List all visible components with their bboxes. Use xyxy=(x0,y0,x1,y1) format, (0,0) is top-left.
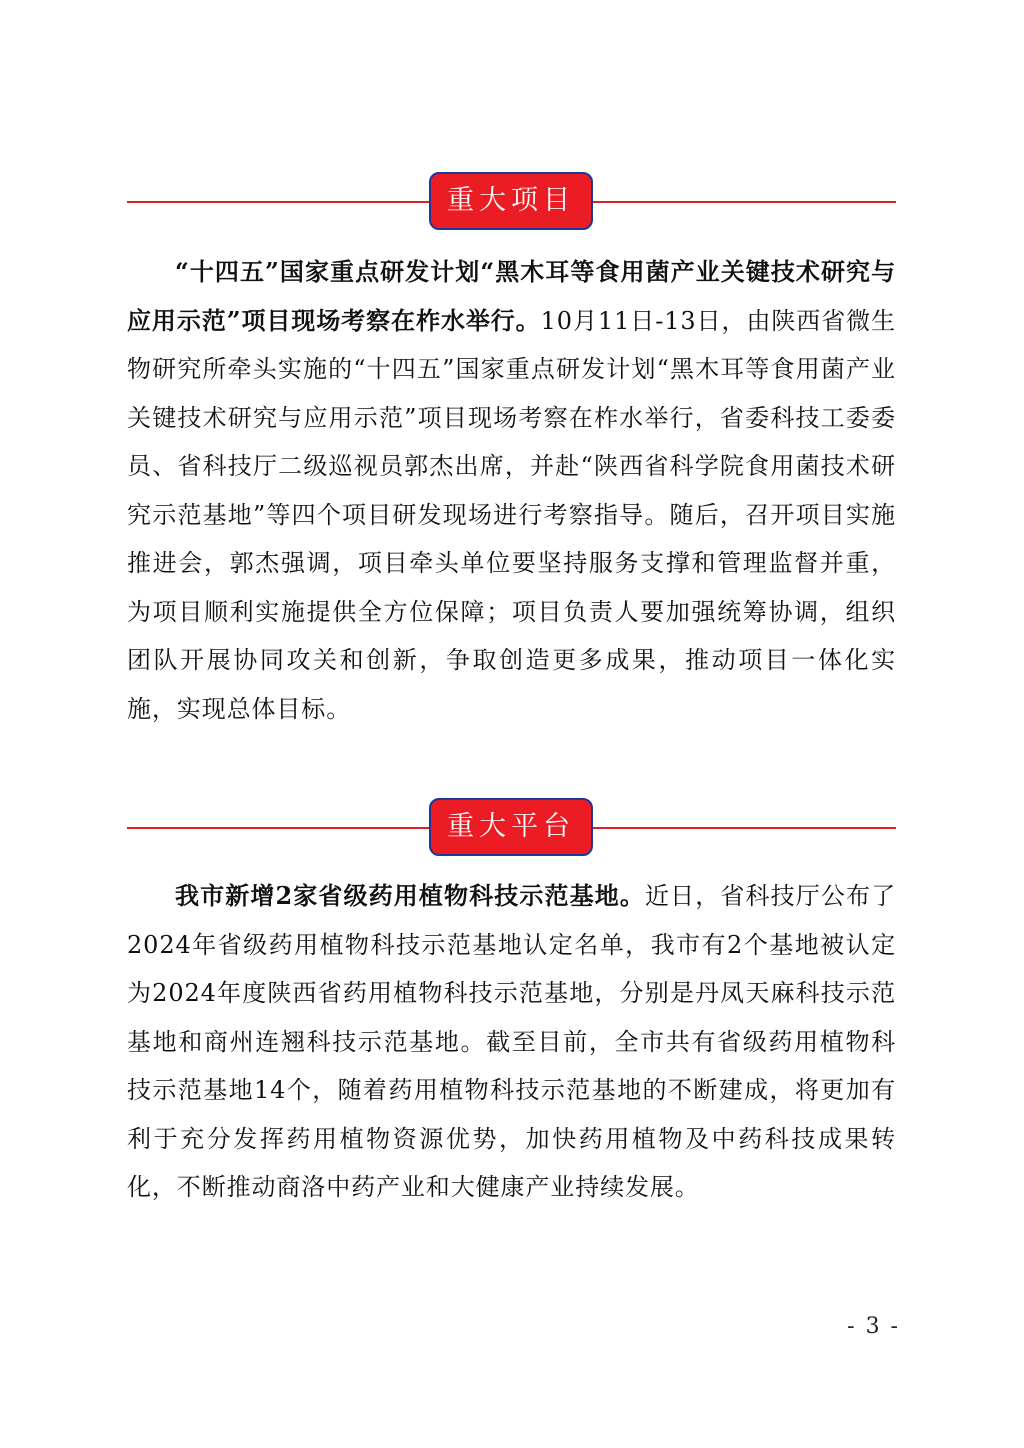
section-paragraph-major-projects xyxy=(127,248,896,733)
section-paragraph-major-platforms xyxy=(127,872,896,1212)
paragraph-lead-headline: “十四五”国家重点研发计划“黑木耳等食用菌产业关键技术研究与应用示范”项目现场考察在柞水举行。 xyxy=(127,257,896,335)
page-number: - 3 - xyxy=(847,1314,900,1339)
paragraph-body: 10月11日-13日，由陕西省微生物研究所牵头实施的“十四五”国家重点研发计划“黑木耳等食用菌产业关键技术研究与应用示范”项目现场考察在柞水举行，省委科技工委委员、省科技厅二级巡视员郭杰出席，并赴“陕西省科学院食用菌技术研究示范基地”等四个项目研发现场进行考察指导。随后，召开项目实施推进会，郭杰强调，项目牵头单位要坚持服务支撑和管理监督并重，为项目顺利实施提供全方位保障；项目负责人要加强统筹协调，组织团队开展协同攻关和创新，争取创造更多成果，推动项目一体化实施，实现总体目标。 xyxy=(127,306,896,723)
section-header-major-platforms xyxy=(127,798,896,858)
section-header-major-projects xyxy=(127,172,896,232)
section-badge: 重大平台 xyxy=(429,798,593,856)
paragraph-lead-headline: 我市新增2家省级药用植物科技示范基地。 xyxy=(175,881,645,910)
paragraph-body: 近日，省科技厅公布了2024年省级药用植物科技示范基地认定名单，我市有2个基地被认定为2024年度陕西省药用植物科技示范基地，分别是丹凤天麻科技示范基地和商州连翘科技示范基地。截至目前，全市共有省级药用植物科技示范基地14个，随着药用植物科技示范基地的不断建成，将更加有利于充分发挥药用植物资源优势，加快药用植物及中药科技成果转化，不断推动商洛中药产业和大健康产业持续发展。 xyxy=(127,882,896,1201)
section-badge: 重大项目 xyxy=(429,172,593,230)
